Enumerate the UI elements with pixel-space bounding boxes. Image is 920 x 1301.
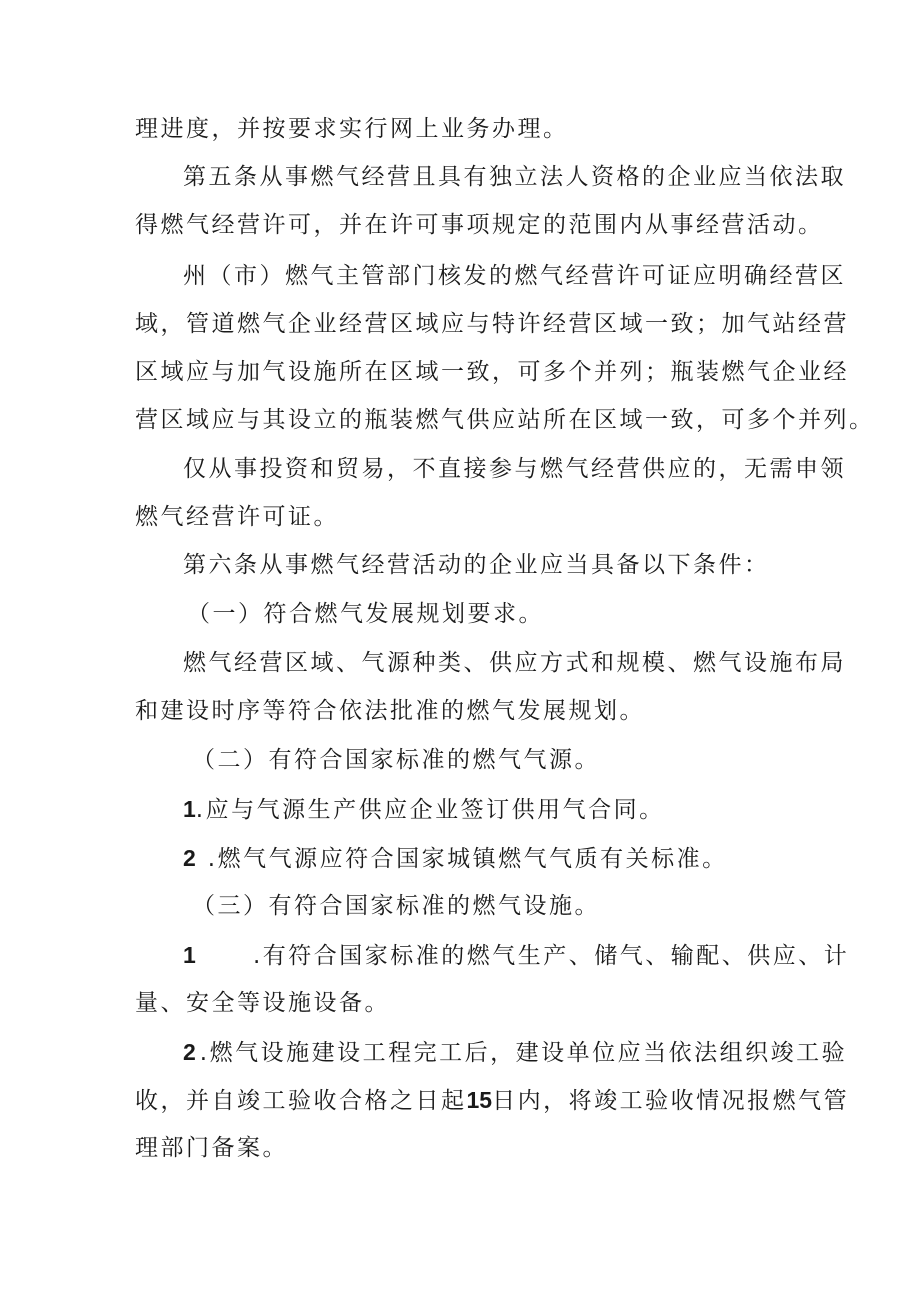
text-line: 量、安全等设施设备。 [135, 990, 390, 1016]
section-heading: （三）有符合国家标准的燃气设施。 [192, 893, 600, 919]
list-number: 2 [183, 845, 196, 871]
text-line: 仅从事投资和贸易，不直接参与燃气经营供应的，无需申领 [183, 456, 846, 482]
text-line: 理进度，并按要求实行网上业务办理。 [135, 116, 569, 142]
text-line: 第五条从事燃气经营且具有独立法人资格的企业应当依法取 [183, 164, 846, 190]
list-item [183, 843, 728, 874]
list-text: .燃气气源应符合国家城镇燃气气质有关标准。 [207, 846, 728, 872]
section-heading: （二）有符合国家标准的燃气气源。 [192, 747, 600, 773]
list-item [183, 794, 665, 825]
text-segment: 收，并自竣工验收合格之日起 [135, 1088, 467, 1114]
text-segment: 日内，将竣工验收情况报燃气管 [492, 1088, 850, 1114]
list-number: 1 [183, 942, 196, 968]
text-line: 理部门备案。 [135, 1135, 288, 1161]
list-number: 1 [183, 796, 196, 822]
text-line: 州（市）燃气主管部门核发的燃气经营许可证应明确经营区 [183, 263, 846, 289]
article-heading: 第六条从事燃气经营活动的企业应当具备以下条件： [183, 552, 770, 578]
text-line: 燃气经营许可证。 [135, 504, 339, 530]
section-heading: （一）符合燃气发展规划要求。 [187, 601, 544, 627]
list-text: .有符合国家标准的燃气生产、储气、输配、供应、计 [253, 943, 850, 969]
day-count: 15 [466, 1087, 493, 1113]
list-text: .应与气源生产供应企业签订供用气合同。 [195, 797, 665, 823]
text-line: 区域应与加气设施所在区域一致，可多个并列；瓶装燃气企业经 [135, 359, 849, 385]
text-line [135, 1085, 849, 1116]
text-line: 域，管道燃气企业经营区域应与特许经营区域一致；加气站经营 [135, 311, 849, 337]
list-text: .燃气设施建设工程完工后，建设单位应当依法组织竣工验 [199, 1040, 848, 1066]
text-line: 和建设时序等符合依法批准的燃气发展规划。 [135, 698, 645, 724]
list-item [183, 1037, 847, 1068]
text-line: 燃气经营区域、气源种类、供应方式和规模、燃气设施布局 [183, 650, 846, 676]
list-number: 2 [183, 1039, 196, 1065]
list-item [183, 940, 849, 971]
text-line: 营区域应与其设立的瓶装燃气供应站所在区域一致，可多个并列。 [135, 407, 875, 433]
text-line: 得燃气经营许可，并在许可事项规定的范围内从事经营活动。 [135, 212, 824, 238]
